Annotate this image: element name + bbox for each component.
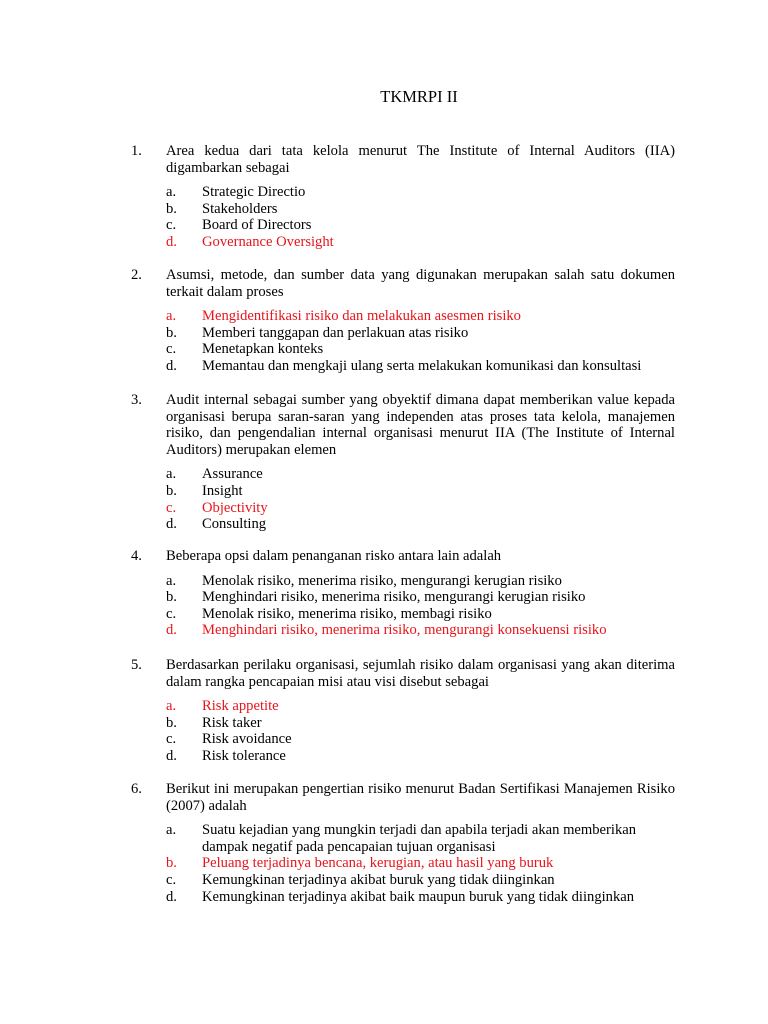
question-4 (131, 548, 675, 639)
option-letter: a. (166, 466, 177, 483)
option-text: Suatu kejadian yang mungkin terjadi dan apabila terjadi akan memberikan dampak negatif pada pencapaian tujuan organisasi (202, 822, 637, 855)
option-list (131, 466, 675, 532)
option-letter: a. (166, 572, 177, 589)
option-letter: a. (166, 308, 177, 325)
option-text: Menghindari risiko, menerima risiko, mengurangi kerugian risiko (202, 589, 586, 606)
option-a (166, 573, 675, 590)
question-text: Berdasarkan perilaku organisasi, sejumlah risiko dalam organisasi yang akan diterima dalam rangka pencapaian misi atau visi disebut sebagai (166, 657, 675, 690)
option-text: Insight (202, 482, 243, 499)
option-text: Menghindari risiko, menerima risiko, mengurangi konsekuensi risiko (202, 622, 607, 639)
option-list (131, 308, 675, 374)
option-letter: c. (166, 605, 177, 622)
option-text: Consulting (202, 516, 267, 533)
question-2 (131, 267, 675, 375)
option-text: Stakeholders (202, 200, 278, 217)
option-letter: d. (166, 233, 177, 250)
question-number: 1. (131, 143, 142, 159)
option-b (166, 715, 675, 732)
question-number: 6. (131, 781, 142, 797)
option-d (166, 234, 675, 251)
question-text: Beberapa opsi dalam penanganan risko antara lain adalah (166, 548, 502, 564)
option-letter: a. (166, 184, 177, 201)
option-letter: b. (166, 589, 177, 606)
option-b (166, 855, 675, 872)
option-text: Board of Directors (202, 217, 312, 234)
option-letter: c. (166, 871, 177, 888)
option-list (131, 573, 675, 639)
option-c (166, 606, 675, 623)
option-letter: a. (166, 822, 177, 839)
question-number: 3. (131, 392, 142, 408)
option-letter: d. (166, 622, 177, 639)
option-letter: b. (166, 714, 177, 731)
option-list (131, 698, 675, 764)
question-text: Asumsi, metode, dan sumber data yang digunakan merupakan salah satu dokumen terkait dalam proses (166, 267, 675, 300)
option-c (166, 872, 675, 889)
question-5 (131, 657, 675, 765)
question-number: 2. (131, 267, 142, 283)
option-a (166, 308, 675, 325)
question-6 (131, 781, 675, 905)
option-text: Risk taker (202, 714, 262, 731)
option-text: Memantau dan mengkaji ulang serta melakukan komunikasi dan konsultasi (202, 357, 642, 374)
question-3 (131, 392, 675, 533)
option-d (166, 622, 675, 639)
option-letter: d. (166, 747, 177, 764)
option-text: Risk appetite (202, 698, 279, 715)
option-d (166, 748, 675, 765)
option-d (166, 358, 675, 375)
option-letter: d. (166, 888, 177, 905)
option-c (166, 731, 675, 748)
option-letter: c. (166, 731, 177, 748)
option-text: Menolak risiko, menerima risiko, membagi risiko (202, 605, 492, 622)
option-c (166, 217, 675, 234)
question-text: Area kedua dari tata kelola menurut The Institute of Internal Auditors (IIA) digambarkan sebagai (166, 143, 675, 176)
option-text: Governance Oversight (202, 233, 334, 250)
option-a (166, 698, 675, 715)
option-letter: b. (166, 200, 177, 217)
option-letter: b. (166, 482, 177, 499)
option-text: Peluang terjadinya bencana, kerugian, atau hasil yang buruk (202, 855, 554, 872)
option-text: Menolak risiko, menerima risiko, mengurangi kerugian risiko (202, 572, 562, 589)
question-text: Berikut ini merupakan pengertian risiko menurut Badan Sertifikasi Manajemen Risiko (2007) adalah (166, 781, 675, 814)
option-text: Risk avoidance (202, 731, 292, 748)
option-a (166, 822, 675, 855)
question-number: 5. (131, 657, 142, 673)
option-text: Kemungkinan terjadinya akibat baik maupun buruk yang tidak diinginkan (202, 888, 635, 905)
option-text: Risk tolerance (202, 747, 286, 764)
option-a (166, 466, 675, 483)
option-text: Memberi tanggapan dan perlakuan atas risiko (202, 324, 469, 341)
option-letter: c. (166, 341, 177, 358)
option-c (166, 500, 675, 517)
option-list (131, 184, 675, 250)
option-text: Assurance (202, 466, 263, 483)
option-letter: d. (166, 357, 177, 374)
option-text: Mengidentifikasi risiko dan melakukan asesmen risiko (202, 308, 521, 325)
option-text: Objectivity (202, 499, 268, 516)
option-letter: c. (166, 217, 177, 234)
option-d (166, 889, 675, 906)
option-letter: a. (166, 698, 177, 715)
option-list (131, 822, 675, 905)
option-b (166, 325, 675, 342)
question-text: Audit internal sebagai sumber yang obyektif dimana dapat memberikan value kepada organisasi berupa saran-saran yang independen atas proses tata kelola, manajemen risiko, dan pengendalian internal organisasi menurut IIA (The Institute of Internal Auditors) merupakan elemen (166, 392, 675, 458)
option-text: Strategic Directio (202, 184, 306, 201)
option-b (166, 201, 675, 218)
option-d (166, 516, 675, 533)
option-a (166, 184, 675, 201)
option-b (166, 589, 675, 606)
question-number: 4. (131, 548, 142, 564)
option-letter: c. (166, 499, 177, 516)
option-c (166, 341, 675, 358)
option-text: Kemungkinan terjadinya akibat buruk yang tidak diinginkan (202, 871, 555, 888)
option-letter: b. (166, 855, 177, 872)
option-b (166, 483, 675, 500)
page-title: TKMRPI II (380, 87, 458, 106)
option-letter: d. (166, 516, 177, 533)
option-text: Menetapkan konteks (202, 341, 324, 358)
option-letter: b. (166, 324, 177, 341)
question-1 (131, 143, 675, 251)
